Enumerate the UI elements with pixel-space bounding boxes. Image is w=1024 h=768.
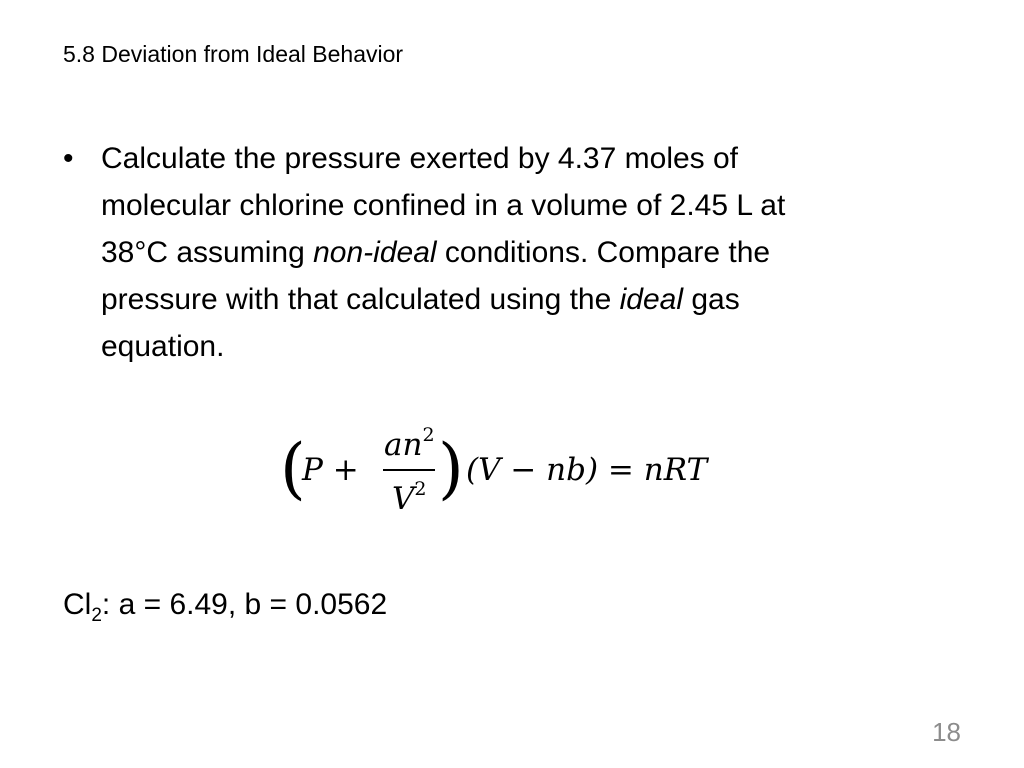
text-segment: gas	[683, 283, 740, 316]
italic-non-ideal: non-ideal	[313, 236, 437, 269]
equation-denominator-base: V	[392, 481, 415, 517]
bullet-line-3	[101, 229, 963, 276]
constants-values: : a = 6.49, b = 0.0562	[101, 588, 388, 621]
text-segment: 38°C assuming	[101, 236, 314, 269]
equation-rest: (V − nb) = nRT	[466, 452, 708, 488]
slide-title: 5.8 Deviation from Ideal Behavior	[63, 41, 404, 67]
slide-number: 18	[932, 717, 961, 747]
equation-numerator-base: an	[384, 427, 423, 463]
italic-ideal: ideal	[619, 283, 684, 316]
bullet-dot: •	[63, 142, 74, 175]
text-segment: pressure with that calculated using the	[101, 283, 620, 316]
constants-species: Cl	[63, 588, 92, 621]
bullet-line-5: equation.	[101, 330, 225, 363]
fraction-bar	[383, 469, 435, 471]
equation-numerator-exponent: 2	[422, 424, 435, 446]
equation-open-paren: (	[280, 430, 306, 507]
bullet-text	[101, 135, 963, 370]
bullet-line-2: molecular chlorine confined in a volume of 2.45 L at	[101, 189, 786, 222]
equation-denominator-exponent: 2	[414, 478, 427, 500]
constants-species-subscript: 2	[91, 605, 102, 626]
equation-denominator	[392, 478, 426, 517]
equation-close-paren: )	[438, 430, 464, 507]
text-segment: conditions. Compare the	[436, 236, 771, 269]
equation-numerator	[384, 424, 435, 463]
bullet-line-1: Calculate the pressure exerted by 4.37 moles of	[101, 142, 739, 175]
bullet-line-4	[101, 276, 963, 323]
vdw-constants	[63, 585, 387, 636]
equation-p-term: P +	[302, 452, 359, 488]
